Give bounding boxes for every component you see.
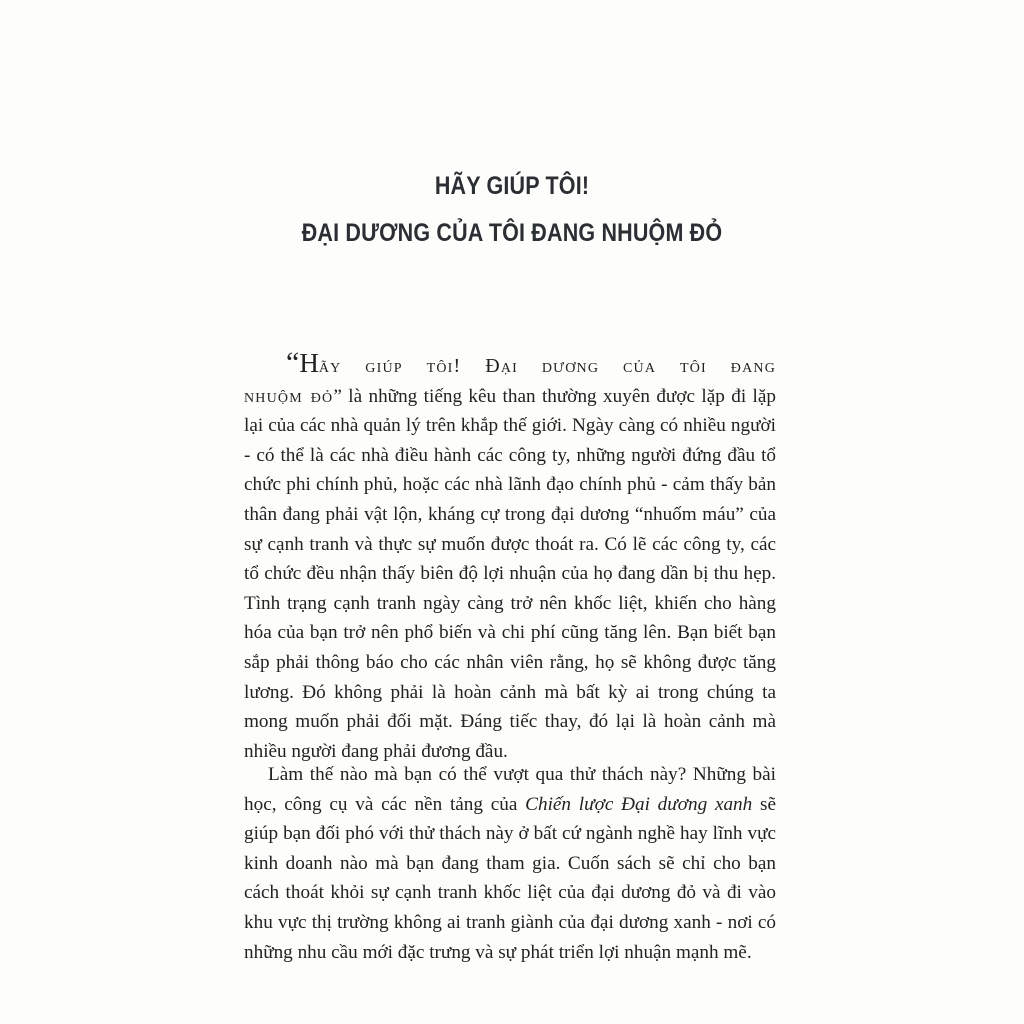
drop-cap-letter: H [299, 348, 319, 378]
paragraph-2-text-b: sẽ giúp bạn đối phó với thử thách này ở bất cứ ngành nghề hay lĩnh vực kinh doanh nào mà bạn đang tham gia. Cuốn sách sẽ chỉ cho bạn cách thoát khỏi sự cạnh tranh khốc liệt của đại dương đỏ và đi vào khu vực thị trường không ai tranh giành của đại dương xanh - nơi có những nhu cầu mới đặc trưng và sự phát triển lợi nhuận mạnh mẽ. [244, 793, 777, 963]
small-caps-lead-text-2: nhuộm đỏ [244, 384, 334, 407]
book-title-italic: Chiến lược Đại dương xanh [525, 793, 753, 815]
paragraph-2-text-a: Làm thế nào mà bạn có thể vượt qua thử thách này? Những bài học, công cụ và các nền tảng của [244, 764, 776, 815]
opening-quote-mark: “ [286, 346, 300, 379]
chapter-title-line-2: ĐẠI DƯƠNG CỦA TÔI ĐANG NHUỘM ĐỎ [301, 219, 723, 247]
paragraph-2 [244, 760, 776, 967]
paragraph-1-body: ” là những tiếng kêu than thường xuyên được lặp đi lặp lại của các nhà quản lý trên khắp thế giới. Ngày càng có nhiều người - có thể là các nhà điều hành các công ty, những người đứng đầu tổ chức phi chính phủ, hoặc các nhà lãnh đạo chính phủ - cảm thấy bản thân đang phải vật lộn, kháng cự trong đại dương “nhuốm máu” của sự cạnh tranh và thực sự muốn được thoát ra. Có lẽ các công ty, các tổ chức đều nhận thấy biên độ lợi nhuận của họ đang dần bị thu hẹp. Tình trạng cạnh tranh ngày càng trở nên khốc liệt, khiến cho hàng hóa của bạn trở nên phổ biến và chi phí cũng tăng lên. Bạn biết bạn sắp phải thông báo cho các nhân viên rằng, họ sẽ không được tăng lương. Đó không phải là hoàn cảnh mà bất kỳ ai trong chúng ta mong muốn phải đối mặt. Đáng tiếc thay, đó lại là hoàn cảnh mà nhiều người đang phải đương đầu. [244, 385, 776, 762]
paragraph-1 [244, 346, 776, 766]
small-caps-lead-text: ãy giúp tôi! Đại dương của tôi đang [318, 355, 776, 377]
chapter-title-line-1: HÃY GIÚP TÔI! [434, 172, 590, 200]
lead-line [286, 346, 776, 382]
